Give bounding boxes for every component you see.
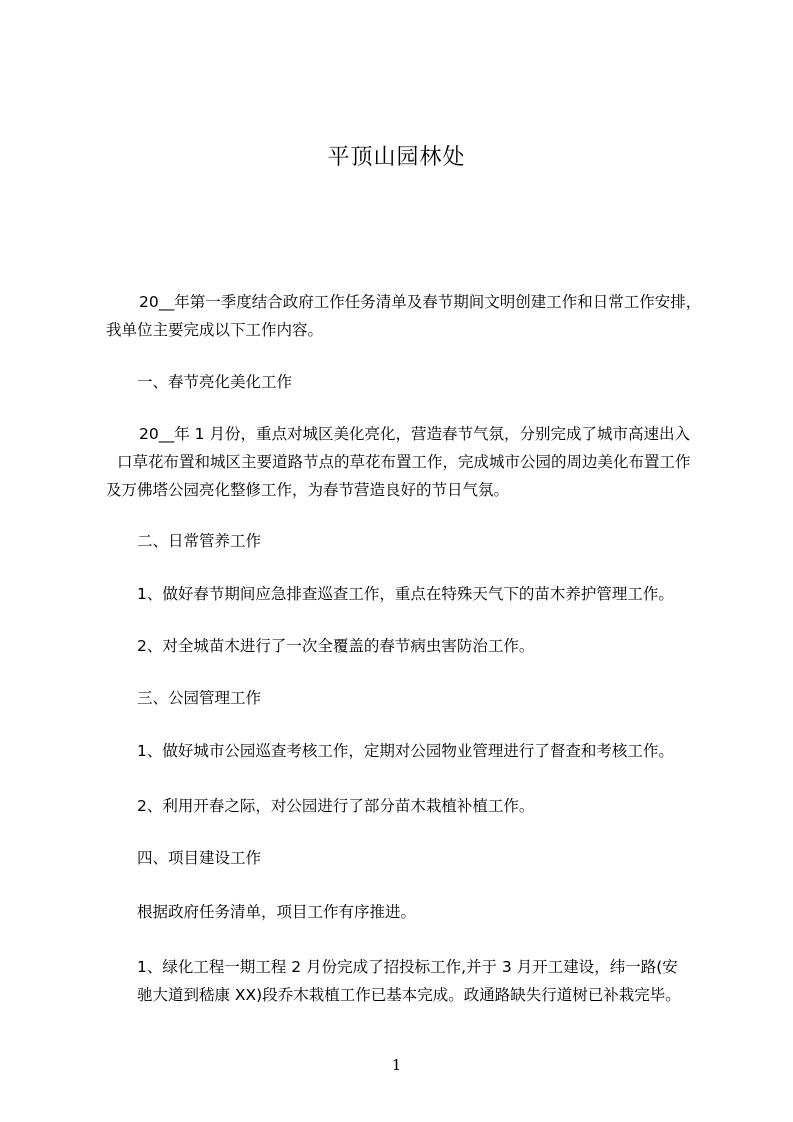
document-title: 平顶山园林处 — [327, 145, 466, 170]
section1-body-line-2: 口草花布置和城区主要道路节点的草花布置工作，完成城市公园的周边美化布置工作 — [117, 453, 691, 471]
section3-item-2: 2、利用开春之际，对公园进行了部分苗木栽植补植工作。 — [137, 797, 535, 815]
section2-item-2: 2、对全城苗木进行了一次全覆盖的春节病虫害防治工作。 — [137, 637, 535, 655]
section1-heading: 一、春节亮化美化工作 — [137, 373, 293, 391]
section4-intro: 根据政府任务清单，项目工作有序推进。 — [137, 903, 417, 921]
section2-item-1: 1、做好春节期间应急排查巡查工作，重点在特殊天气下的苗木养护管理工作。 — [137, 585, 674, 603]
section3-item-1: 1、做好城市公园巡查考核工作，定期对公园物业管理进行了督查和考核工作。 — [137, 742, 674, 760]
section1-body-line-1: 20__年 1 月份，重点对城区美化亮化，营造春节气氛，分别完成了城市高速出入 — [139, 425, 690, 443]
section3-heading: 三、公园管理工作 — [137, 689, 262, 707]
page-number: 1 — [391, 1056, 402, 1074]
section2-heading: 二、日常管养工作 — [137, 532, 262, 550]
intro-line-1: 20__年第一季度结合政府工作任务清单及春节期间文明创建工作和日常工作安排， — [139, 293, 702, 311]
section4-item-1-line-2: 驰大道到嵇康 XX)段乔木栽植工作已基本完成。政通路缺失行道树已补栽完毕。 — [137, 986, 681, 1004]
section4-item-1-line-1: 1、绿化工程一期工程 2 月份完成了招投标工作,并于 3 月开工建设，纬一路(安 — [137, 958, 678, 976]
section1-body-line-3: 及万佛塔公园亮化整修工作，为春节营造良好的节日气氛。 — [106, 481, 510, 499]
section4-heading: 四、项目建设工作 — [137, 849, 262, 867]
intro-line-2: 我单位主要完成以下工作内容。 — [106, 321, 324, 339]
